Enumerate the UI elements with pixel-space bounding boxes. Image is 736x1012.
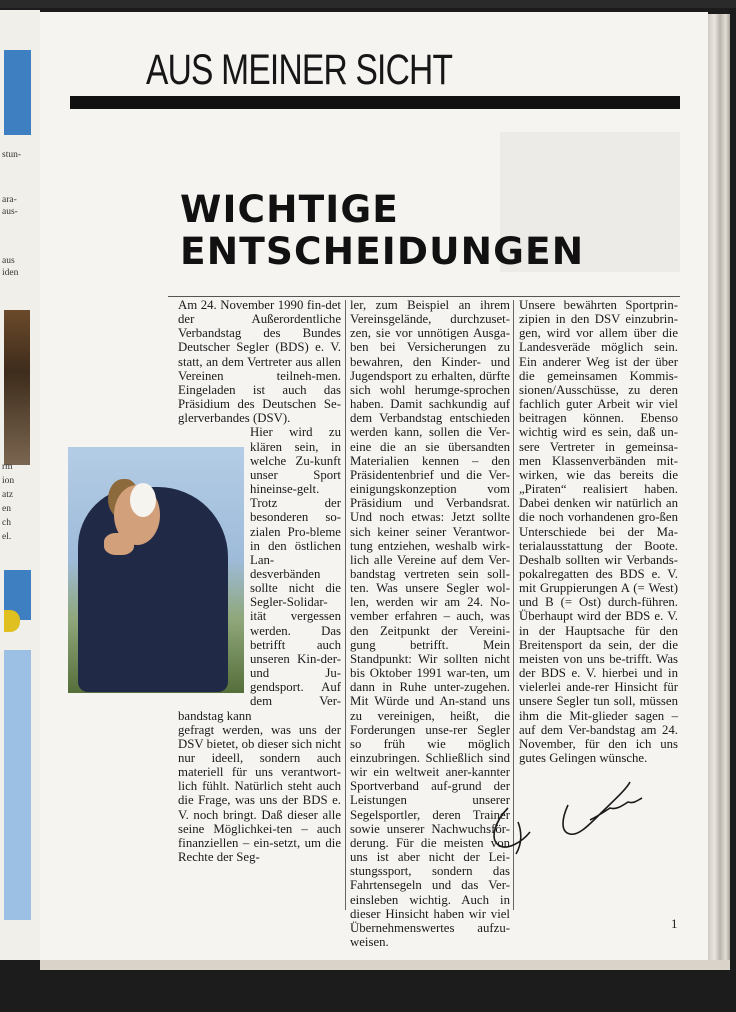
fragment: ara- [2, 195, 17, 205]
article-column-3 [519, 298, 678, 765]
fragment: iden [2, 268, 19, 278]
yellow-mark [4, 610, 20, 632]
page-number: 1 [671, 916, 678, 931]
signature [478, 760, 648, 870]
column-top-rule [168, 296, 680, 297]
headline-line-2: ENTSCHEIDUNGEN [180, 229, 585, 273]
headline [180, 188, 584, 272]
headline-line-1: WICHTIGE [180, 187, 399, 231]
page-stack-edge [708, 14, 730, 960]
column-divider [345, 300, 346, 910]
scanner-top-edge [0, 0, 736, 8]
section-header: AUS MEINER SICHT [146, 46, 453, 94]
paragraph: Unsere bewährten Sportprin-zipien in den DSV einzubrin-gen, wird vor allem über die Landesveräde möglich sein. Ein anderer Weg ist der über die gemeinsamen Kommis-sionen/Ausschüsse, zu deren fachlich guter Arbeit wir viel beitragen können. Ebenso wichtig wird es sein, daß un-sere Vertreter in gemeinsa-men Klassenverbänden mit-wirken, wie das bereits die „Piraten“ realisiert haben. Dabei denken wir natürlich an die noch vorhandenen gro-ßen Unterschiede bei der Ma-terialausstattung der Boote. Deshalb sollten wir Verbands-pokalregatten des BDS e. V. mit Gruppierungen A (= West) und B (= Ost) durch-führen. Überhaupt wird der BDS e. V. in der Hauptsache für den Breitensport da sein, der die meisten von uns be-trifft. Was der BDS e. V. hierbei und in vielerlei ande-rer Hinsicht für unsere Segler tun soll, müssen ihm die Mit-glieder sagen – auf dem Ver-bandstag am 24. November, für den ich uns gutes Gelingen wünsche. [519, 298, 678, 765]
article-column-1 [178, 298, 341, 864]
blue-panel [4, 50, 31, 135]
fragment: aus [2, 256, 15, 266]
author-photo [68, 447, 244, 693]
fragment: atz [2, 490, 14, 500]
photo-hand [104, 533, 134, 555]
paragraph: ler, zum Beispiel an ihrem Vereinsgelände, durchzuset-zen, sie vor unnötigen Ausga-ben bei Versicherungen zu bewahren, den Kinder- und Jugendsport zu erhalten, dürfte sich wohl herumge-sprochen haben. Damit sachkundig auf dem Verbandstag entschieden werden kann, sollen die Ver-eine die an sie übersandten Materialien kennen – den Präsidentenbrief und die Ver-einigungskonzeption vom Präsidium und Verbandsrat. Und noch etwas: Jetzt sollte sich keiner seiner Verantwor-tung entziehen, weshalb wirk-lich alle Vereine auf dem Ver-bandstag vertreten sein soll-ten. Was unsere Segler wol-len, werden wir am 24. No-vember erfahren – auch, was den Zeitpunkt der Vereini-gung betrifft. Mein Standpunkt: Wir sollten nicht bis Oktober 1991 war-ten, um dann in Ruhe unter-zugehen. Mit Würde und An-stand uns zu vereinigen, heißt, die Forderungen unse-rer Segler so früh wie möglich einzubringen. Schließlich sind wir ein weltweit aner-kannter Sportverband auf-grund der Leistungen unserer Segelsportler, deren Trainer sowie unserer Nachwuchsför-derung. Für die meisten von uns ist aber nicht der Lei-stungssport, sondern das Fahrtensegeln und das Ver-einsleben wichtig. Auch in dieser Hinsicht haben wir viel Übernehmenswertes aufzu-weisen. [350, 298, 510, 950]
paragraph: Hier wird zu klären sein, in welche Zu-kunft unser Sport hineinse-gelt. Trotz der besonderen so-zialen Pro-bleme in den östlichen Lan-desverbänden sollte nicht die Segler-Solidar-ität vergessen werden. Das betrifft auch unseren Kin-der- und Ju-gendsport. Auf dem Ver-bandstag kann [178, 425, 341, 723]
blue-panel [4, 650, 31, 920]
fragment: rm [2, 462, 13, 472]
fragment: ch [2, 518, 11, 528]
previous-page-edge [0, 10, 40, 960]
fragment: el. [2, 532, 12, 542]
fragment: ion [2, 476, 15, 486]
photo-fragment [4, 310, 30, 465]
paragraph: Am 24. November 1990 fin-det der Außerordentliche Verbandstag des Bundes Deutscher Segler (BDS) e. V. statt, an dem Vertreter aus allen Vereinen teilneh-men. Eingeladen ist auch das Präsidium des Deutschen Se-glerverbandes (DSV). [178, 298, 341, 426]
fragment: aus- [2, 207, 18, 217]
paragraph: gefragt werden, was uns der DSV bietet, ob dieser sich nicht nur ideell, sondern auch materiell für uns verantwort-lich fühlt. Natürlich steht auch die Frage, was uns der BDS e. V. noch bringt. Daß dieser alle seine Möglichkei-ten – auch finanziellen – ein-setzt, um die Rechte der Seg- [178, 722, 341, 865]
header-rule [70, 96, 680, 109]
page-bottom-edge [40, 960, 730, 970]
fragment: stun- [2, 150, 21, 160]
fragment: en [2, 504, 11, 514]
